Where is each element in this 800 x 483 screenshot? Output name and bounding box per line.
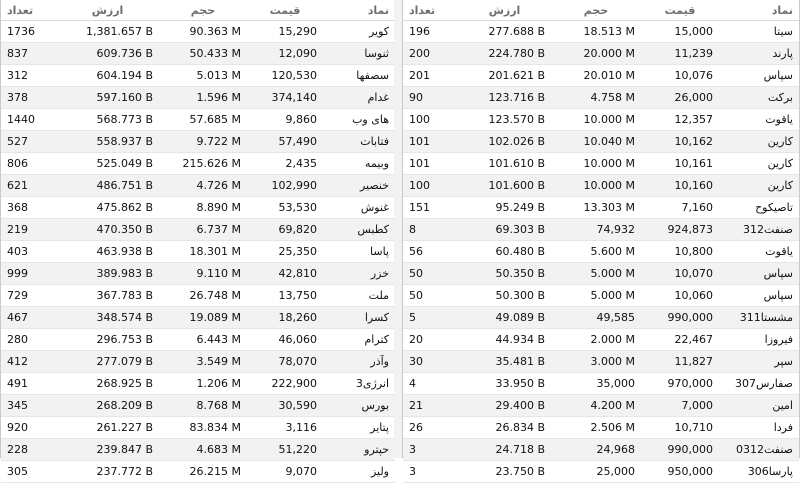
cell-price: 990,000 [641, 307, 719, 329]
cell-value: 604.194 B [56, 65, 159, 87]
table-row[interactable] [1, 109, 395, 131]
cell-volume: 24,968 [551, 439, 641, 461]
cell-symbol[interactable]: فتابات [323, 131, 395, 153]
cell-volume: 215.626 M [159, 153, 247, 175]
cell-value: 60.480 B [458, 241, 551, 263]
cell-value: 123.716 B [458, 87, 551, 109]
table-row[interactable] [403, 395, 799, 417]
table-row[interactable] [1, 87, 395, 109]
cell-count: 196 [403, 21, 458, 43]
table-row[interactable] [403, 417, 799, 439]
cell-price: 10,160 [641, 175, 719, 197]
cell-count: 100 [403, 175, 458, 197]
cell-value: 224.780 B [458, 43, 551, 65]
cell-value: 277.688 B [458, 21, 551, 43]
cell-volume: 4.726 M [159, 175, 247, 197]
cell-count: 3 [403, 439, 458, 461]
cell-symbol[interactable]: سپاس [719, 263, 799, 285]
table-row[interactable] [1, 263, 395, 285]
cell-value: 475.862 B [56, 197, 159, 219]
cell-volume: 35,000 [551, 373, 641, 395]
cell-price: 990,000 [641, 439, 719, 461]
cell-count: 5 [403, 307, 458, 329]
cell-volume: 6.737 M [159, 219, 247, 241]
cell-symbol[interactable]: مشستا311 [719, 307, 799, 329]
table-row[interactable] [1, 329, 395, 351]
cell-volume: 4.758 M [551, 87, 641, 109]
cell-volume: 5.000 M [551, 285, 641, 307]
table-row[interactable] [1, 175, 395, 197]
cell-count: 999 [1, 263, 56, 285]
cell-price: 42,810 [247, 263, 323, 285]
cell-price: 69,820 [247, 219, 323, 241]
cell-symbol[interactable]: سپاس [719, 65, 799, 87]
table-row[interactable] [403, 175, 799, 197]
table-row[interactable] [403, 87, 799, 109]
table-row[interactable] [403, 109, 799, 131]
cell-count: 100 [403, 109, 458, 131]
table-row[interactable] [403, 351, 799, 373]
cell-symbol[interactable]: انرژی3 [323, 373, 395, 395]
cell-volume: 10.000 M [551, 175, 641, 197]
table-row[interactable] [1, 395, 395, 417]
cell-volume: 4.200 M [551, 395, 641, 417]
table-row[interactable] [1, 241, 395, 263]
cell-volume: 2.000 M [551, 329, 641, 351]
cell-count: 1736 [1, 21, 56, 43]
table-row[interactable] [403, 329, 799, 351]
cell-symbol[interactable]: صنفت0312 [719, 439, 799, 461]
right-table-body [403, 21, 799, 483]
left-table-panel [0, 0, 396, 478]
table-row[interactable] [403, 285, 799, 307]
cell-volume: 10.000 M [551, 153, 641, 175]
table-header-row [1, 0, 395, 21]
cell-value: 201.621 B [458, 65, 551, 87]
cell-symbol[interactable]: پتایر [323, 417, 395, 439]
cell-price: 10,800 [641, 241, 719, 263]
cell-value: 261.227 B [56, 417, 159, 439]
cell-volume: 20.000 M [551, 43, 641, 65]
cell-count: 26 [403, 417, 458, 439]
cell-price: 10,060 [641, 285, 719, 307]
header-volume[interactable]: حجم [159, 0, 247, 21]
cell-symbol[interactable]: غدام [323, 87, 395, 109]
cell-count: 90 [403, 87, 458, 109]
cell-value: 348.574 B [56, 307, 159, 329]
table-row[interactable] [403, 373, 799, 395]
cell-symbol[interactable]: برکت [719, 87, 799, 109]
cell-symbol[interactable]: ثنوسا [323, 43, 395, 65]
cell-value: 1,381.657 B [56, 21, 159, 43]
cell-count: 228 [1, 439, 56, 461]
cell-symbol[interactable]: سصفها [323, 65, 395, 87]
cell-volume: 26.748 M [159, 285, 247, 307]
cell-price: 2,435 [247, 153, 323, 175]
header-symbol[interactable]: نماد [323, 0, 395, 21]
cell-count: 101 [403, 153, 458, 175]
table-row[interactable] [403, 197, 799, 219]
cell-symbol[interactable]: صنفت312 [719, 219, 799, 241]
table-row[interactable] [1, 373, 395, 395]
cell-price: 22,467 [641, 329, 719, 351]
table-row[interactable] [403, 219, 799, 241]
header-volume[interactable]: حجم [551, 0, 641, 21]
header-price[interactable]: قیمت [247, 0, 323, 21]
cell-symbol[interactable]: حپترو [323, 439, 395, 461]
cell-value: 237.772 B [56, 461, 159, 483]
cell-price: 12,357 [641, 109, 719, 131]
cell-symbol[interactable]: ولیز [323, 461, 395, 483]
cell-value: 558.937 B [56, 131, 159, 153]
cell-count: 378 [1, 87, 56, 109]
cell-count: 403 [1, 241, 56, 263]
table-row[interactable] [1, 461, 395, 483]
cell-value: 525.049 B [56, 153, 159, 175]
cell-value: 367.783 B [56, 285, 159, 307]
cell-count: 491 [1, 373, 56, 395]
cell-count: 312 [1, 65, 56, 87]
cell-count: 1440 [1, 109, 56, 131]
table-row[interactable] [403, 307, 799, 329]
cell-count: 837 [1, 43, 56, 65]
cell-volume: 20.010 M [551, 65, 641, 87]
table-row[interactable] [403, 153, 799, 175]
table-row[interactable] [403, 21, 799, 43]
cell-value: 44.934 B [458, 329, 551, 351]
cell-price: 51,220 [247, 439, 323, 461]
cell-volume: 26.215 M [159, 461, 247, 483]
cell-symbol[interactable]: های وب [323, 109, 395, 131]
cell-symbol[interactable]: خنصیر [323, 175, 395, 197]
cell-volume: 10.040 M [551, 131, 641, 153]
cell-value: 609.736 B [56, 43, 159, 65]
cell-volume: 25,000 [551, 461, 641, 483]
cell-value: 277.079 B [56, 351, 159, 373]
cell-symbol[interactable]: کارین [719, 175, 799, 197]
cell-count: 412 [1, 351, 56, 373]
cell-value: 23.750 B [458, 461, 551, 483]
cell-value: 29.400 B [458, 395, 551, 417]
cell-volume: 57.685 M [159, 109, 247, 131]
cell-symbol[interactable]: وبیمه [323, 153, 395, 175]
cell-symbol[interactable]: تاصیکوح [719, 197, 799, 219]
cell-volume: 9.110 M [159, 263, 247, 285]
cell-volume: 83.834 M [159, 417, 247, 439]
table-row[interactable] [403, 461, 799, 483]
cell-price: 222,900 [247, 373, 323, 395]
cell-count: 3 [403, 461, 458, 483]
cell-count: 56 [403, 241, 458, 263]
cell-price: 25,350 [247, 241, 323, 263]
cell-value: 389.983 B [56, 263, 159, 285]
cell-symbol[interactable]: پارند [719, 43, 799, 65]
cell-symbol[interactable]: فردا [719, 417, 799, 439]
cell-price: 46,060 [247, 329, 323, 351]
cell-count: 467 [1, 307, 56, 329]
right-trades-table [403, 0, 799, 483]
table-row[interactable] [1, 131, 395, 153]
cell-price: 9,860 [247, 109, 323, 131]
table-header-row [403, 0, 799, 21]
cell-count: 621 [1, 175, 56, 197]
cell-symbol[interactable]: کویر [323, 21, 395, 43]
cell-volume: 1.206 M [159, 373, 247, 395]
table-row[interactable] [1, 417, 395, 439]
cell-price: 9,070 [247, 461, 323, 483]
cell-value: 69.303 B [458, 219, 551, 241]
cell-value: 296.753 B [56, 329, 159, 351]
cell-symbol[interactable]: سپاس [719, 285, 799, 307]
cell-count: 527 [1, 131, 56, 153]
cell-count: 30 [403, 351, 458, 373]
cell-value: 239.847 B [56, 439, 159, 461]
cell-value: 102.026 B [458, 131, 551, 153]
cell-price: 15,290 [247, 21, 323, 43]
table-row[interactable] [403, 241, 799, 263]
cell-price: 120,530 [247, 65, 323, 87]
cell-price: 374,140 [247, 87, 323, 109]
cell-value: 597.160 B [56, 87, 159, 109]
cell-volume: 2.506 M [551, 417, 641, 439]
panel-divider [394, 0, 402, 458]
cell-volume: 74,932 [551, 219, 641, 241]
header-symbol[interactable]: نماد [719, 0, 799, 21]
cell-symbol[interactable]: بورس [323, 395, 395, 417]
table-row[interactable] [1, 153, 395, 175]
cell-volume: 18.301 M [159, 241, 247, 263]
cell-volume: 10.000 M [551, 109, 641, 131]
cell-volume: 8.768 M [159, 395, 247, 417]
cell-volume: 4.683 M [159, 439, 247, 461]
cell-price: 78,070 [247, 351, 323, 373]
header-count[interactable]: تعداد [403, 0, 458, 21]
cell-count: 4 [403, 373, 458, 395]
cell-price: 102,990 [247, 175, 323, 197]
cell-symbol[interactable]: فیروزا [719, 329, 799, 351]
cell-value: 33.950 B [458, 373, 551, 395]
table-row[interactable] [1, 65, 395, 87]
cell-symbol[interactable]: کترام [323, 329, 395, 351]
cell-price: 10,076 [641, 65, 719, 87]
table-row[interactable] [403, 263, 799, 285]
cell-volume: 1.596 M [159, 87, 247, 109]
cell-volume: 19.089 M [159, 307, 247, 329]
cell-count: 151 [403, 197, 458, 219]
cell-price: 12,090 [247, 43, 323, 65]
cell-volume: 50.433 M [159, 43, 247, 65]
table-row[interactable] [1, 285, 395, 307]
cell-symbol[interactable]: کسرا [323, 307, 395, 329]
cell-volume: 8.890 M [159, 197, 247, 219]
cell-value: 486.751 B [56, 175, 159, 197]
cell-count: 200 [403, 43, 458, 65]
header-count[interactable]: تعداد [1, 0, 56, 21]
cell-price: 10,070 [641, 263, 719, 285]
cell-value: 26.834 B [458, 417, 551, 439]
cell-price: 10,710 [641, 417, 719, 439]
cell-price: 30,590 [247, 395, 323, 417]
cell-price: 11,239 [641, 43, 719, 65]
cell-count: 201 [403, 65, 458, 87]
cell-count: 50 [403, 263, 458, 285]
cell-price: 26,000 [641, 87, 719, 109]
cell-symbol[interactable]: کارین [719, 131, 799, 153]
cell-volume: 6.443 M [159, 329, 247, 351]
cell-count: 101 [403, 131, 458, 153]
cell-volume: 3.000 M [551, 351, 641, 373]
table-row[interactable] [1, 219, 395, 241]
cell-volume: 5.000 M [551, 263, 641, 285]
cell-symbol[interactable]: وآذر [323, 351, 395, 373]
cell-value: 470.350 B [56, 219, 159, 241]
cell-count: 368 [1, 197, 56, 219]
cell-volume: 5.600 M [551, 241, 641, 263]
cell-price: 18,260 [247, 307, 323, 329]
cell-value: 568.773 B [56, 109, 159, 131]
table-row[interactable] [1, 197, 395, 219]
cell-price: 3,116 [247, 417, 323, 439]
cell-volume: 9.722 M [159, 131, 247, 153]
cell-price: 53,530 [247, 197, 323, 219]
cell-symbol[interactable]: غنوش [323, 197, 395, 219]
cell-value: 50.350 B [458, 263, 551, 285]
table-row[interactable] [1, 21, 395, 43]
cell-price: 15,000 [641, 21, 719, 43]
cell-value: 24.718 B [458, 439, 551, 461]
cell-price: 10,161 [641, 153, 719, 175]
cell-count: 806 [1, 153, 56, 175]
cell-volume: 5.013 M [159, 65, 247, 87]
right-table-panel [402, 0, 800, 478]
cell-value: 463.938 B [56, 241, 159, 263]
table-row[interactable] [403, 131, 799, 153]
cell-price: 57,490 [247, 131, 323, 153]
left-trades-table [1, 0, 395, 483]
cell-price: 970,000 [641, 373, 719, 395]
cell-count: 219 [1, 219, 56, 241]
cell-price: 924,873 [641, 219, 719, 241]
cell-value: 50.300 B [458, 285, 551, 307]
cell-symbol[interactable]: سپر [719, 351, 799, 373]
cell-value: 268.925 B [56, 373, 159, 395]
cell-price: 10,162 [641, 131, 719, 153]
table-row[interactable] [403, 65, 799, 87]
table-row[interactable] [1, 307, 395, 329]
table-row[interactable] [403, 43, 799, 65]
cell-value: 268.209 B [56, 395, 159, 417]
cell-count: 305 [1, 461, 56, 483]
cell-value: 49.089 B [458, 307, 551, 329]
cell-count: 50 [403, 285, 458, 307]
header-value[interactable]: ارزش [458, 0, 551, 21]
cell-symbol[interactable]: امین [719, 395, 799, 417]
cell-value: 101.610 B [458, 153, 551, 175]
cell-volume: 13.303 M [551, 197, 641, 219]
header-price[interactable]: قیمت [641, 0, 719, 21]
cell-symbol[interactable]: ملت [323, 285, 395, 307]
cell-symbol[interactable]: خزر [323, 263, 395, 285]
cell-count: 729 [1, 285, 56, 307]
table-row[interactable] [403, 439, 799, 461]
cell-count: 280 [1, 329, 56, 351]
left-table-body [1, 21, 395, 483]
cell-value: 95.249 B [458, 197, 551, 219]
cell-symbol[interactable]: کارین [719, 153, 799, 175]
cell-volume: 3.549 M [159, 351, 247, 373]
cell-count: 8 [403, 219, 458, 241]
cell-price: 950,000 [641, 461, 719, 483]
table-row[interactable] [1, 439, 395, 461]
cell-price: 13,750 [247, 285, 323, 307]
cell-count: 920 [1, 417, 56, 439]
cell-symbol[interactable]: صفارس307 [719, 373, 799, 395]
cell-symbol[interactable]: کطبس [323, 219, 395, 241]
cell-volume: 49,585 [551, 307, 641, 329]
cell-count: 20 [403, 329, 458, 351]
cell-symbol[interactable]: پاسا [323, 241, 395, 263]
cell-volume: 90.363 M [159, 21, 247, 43]
cell-price: 11,827 [641, 351, 719, 373]
cell-symbol[interactable]: یاقوت [719, 109, 799, 131]
header-value[interactable]: ارزش [56, 0, 159, 21]
cell-value: 101.600 B [458, 175, 551, 197]
cell-volume: 18.513 M [551, 21, 641, 43]
table-row[interactable] [1, 351, 395, 373]
cell-price: 7,160 [641, 197, 719, 219]
cell-symbol[interactable]: پارسا306 [719, 461, 799, 483]
cell-price: 7,000 [641, 395, 719, 417]
cell-value: 35.481 B [458, 351, 551, 373]
table-row[interactable] [1, 43, 395, 65]
cell-symbol[interactable]: سیتا [719, 21, 799, 43]
cell-count: 345 [1, 395, 56, 417]
cell-value: 123.570 B [458, 109, 551, 131]
cell-count: 21 [403, 395, 458, 417]
cell-symbol[interactable]: یاقوت [719, 241, 799, 263]
